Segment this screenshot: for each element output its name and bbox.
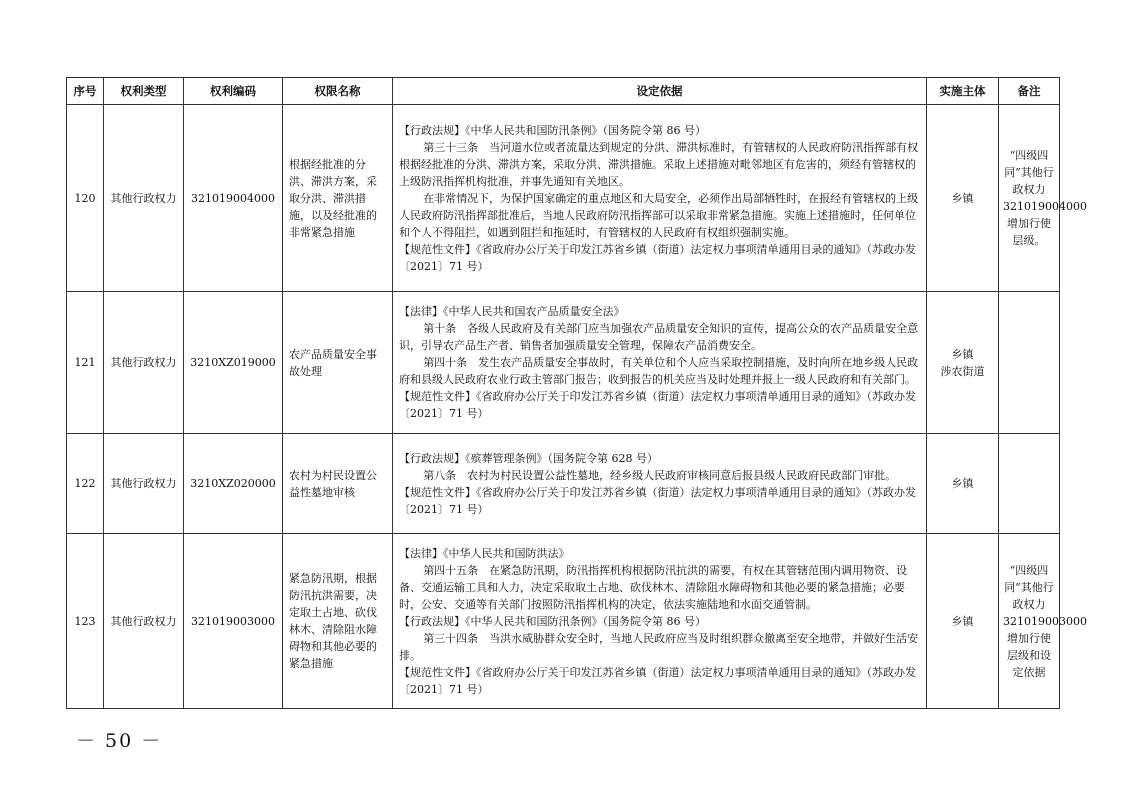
row-code: 3210XZ020000 — [184, 434, 283, 534]
row-basis — [393, 534, 927, 709]
row-name: 农产品质量安全事故处理 — [283, 292, 393, 434]
table-row — [67, 434, 1060, 534]
row-type: 其他行政权力 — [104, 105, 184, 292]
header-type: 权利类型 — [104, 78, 184, 105]
row-name: 紧急防汛期，根据防汛抗洪需要，决定取土占地、砍伐林木、清除阻水障碍物和其他必要的紧急措施 — [283, 534, 393, 709]
header-subject: 实施主体 — [927, 78, 999, 105]
row-type: 其他行政权力 — [104, 292, 184, 434]
table-row — [67, 534, 1060, 709]
header-name: 权限名称 — [283, 78, 393, 105]
header-note: 备注 — [999, 78, 1060, 105]
row-code: 321019003000 — [184, 534, 283, 709]
row-note — [999, 434, 1060, 534]
basis-line: 第四十五条 在紧急防汛期，防汛指挥机构根据防汛抗洪的需要，有权在其管辖范围内调用物资、设备、交通运输工具和人力，决定采取取土占地、砍伐林木、清除阻水障碍物和其他必要的紧急措施；必要时，公安、交通等有关部门按照防汛指挥机构的决定，依法实施陆地和水面交通管制。 — [399, 563, 908, 611]
header-code: 权利编码 — [184, 78, 283, 105]
basis-line: 【规范性文件】《省政府办公厅关于印发江苏省乡镇（街道）法定权力事项清单通用目录的通知》（苏政办发〔2021〕71 号） — [399, 485, 916, 516]
table-row — [67, 292, 1060, 434]
row-no: 122 — [67, 434, 104, 534]
header-no: 序号 — [67, 78, 104, 105]
table-header-row — [67, 78, 1060, 105]
basis-line: 【规范性文件】《省政府办公厅关于印发江苏省乡镇（街道）法定权力事项清单通用目录的通知》（苏政办发〔2021〕71 号） — [399, 242, 916, 273]
row-basis — [393, 105, 927, 292]
row-subject: 乡镇 — [927, 434, 999, 534]
row-subject: 乡镇 — [927, 534, 999, 709]
row-subject: 乡镇 — [927, 105, 999, 292]
basis-line: 第三十四条 当洪水威胁群众安全时，当地人民政府应当及时组织群众撤离至安全地带，并做好生活安排。 — [399, 631, 919, 662]
row-code: 321019004000 — [184, 105, 283, 292]
basis-line: 在非常情况下，为保护国家确定的重点地区和大局安全，必须作出局部牺牲时，在报经有管辖权的上级人民政府防汛指挥部批准后，当地人民政府防汛指挥部可以采取非常紧急措施。实施上述措施时，任何单位和个人不得阻拦，如遇到阻拦和拖延时，有管辖权的人民政府有权组织强制实施。 — [399, 191, 919, 239]
row-no: 123 — [67, 534, 104, 709]
table-row — [67, 105, 1060, 292]
basis-line: 【行政法规】《中华人民共和国防汛条例》（国务院令第 86 号） — [399, 123, 706, 137]
row-code: 3210XZ019000 — [184, 292, 283, 434]
row-type: 其他行政权力 — [104, 434, 184, 534]
row-basis — [393, 292, 927, 434]
basis-line: 【规范性文件】《省政府办公厅关于印发江苏省乡镇（街道）法定权力事项清单通用目录的通知》（苏政办发〔2021〕71 号） — [399, 390, 916, 420]
page-number: － 50 － — [76, 730, 163, 752]
basis-line: 第三十三条 当河道水位或者流量达到规定的分洪、滞洪标准时，有管辖权的人民政府防汛指挥部有权根据经批准的分洪、滞洪方案，采取分洪、滞洪措施。采取上述措施对毗邻地区有危害的，须经有管辖权的上级防汛指挥机构批准，并事先通知有关地区。 — [399, 140, 919, 188]
row-type: 其他行政权力 — [104, 534, 184, 709]
basis-line: 【法律】《中华人民共和国防洪法》 — [399, 546, 570, 560]
basis-line: 【行政法规】《殡葬管理条例》（国务院令第 628 号） — [399, 451, 658, 465]
row-no: 121 — [67, 292, 104, 434]
row-name: 根据经批准的分洪、滞洪方案，采取分洪、滞洪措施，以及经批准的非常紧急措施 — [283, 105, 393, 292]
basis-line: 第四十条 发生农产品质量安全事故时，有关单位和个人应当采取控制措施，及时向所在地乡级人民政府和县级人民政府农业行政主管部门报告；收到报告的机关应当及时处理并报上一级人民政府和有关部门。 — [399, 356, 919, 386]
row-name: 农村为村民设置公益性墓地审核 — [283, 434, 393, 534]
rights-table — [66, 77, 1087, 709]
basis-line: 第十条 各级人民政府及有关部门应当加强农产品质量安全知识的宣传，提高公众的农产品质量安全意识，引导农产品生产者、销售者加强质量安全管理，保障农产品消费安全。 — [399, 322, 919, 352]
row-note — [999, 292, 1060, 434]
basis-line: 【法律】《中华人民共和国农产品质量安全法》 — [399, 305, 625, 318]
row-subject: 乡镇 涉农街道 — [927, 292, 999, 434]
row-note: “四级四同”其他行政权力321019003000增加行使层级和设定依据 — [999, 534, 1060, 709]
basis-line: 第八条 农村为村民设置公益性墓地，经乡级人民政府审核同意后报县级人民政府民政部门审批。 — [423, 468, 897, 482]
basis-line: 【规范性文件】《省政府办公厅关于印发江苏省乡镇（街道）法定权力事项清单通用目录的通知》（苏政办发〔2021〕71 号） — [399, 665, 916, 696]
row-no: 120 — [67, 105, 104, 292]
row-basis — [393, 434, 927, 534]
row-note: “四级四同”其他行政权力321019004000增加行使层级。 — [999, 105, 1060, 292]
basis-line: 【行政法规】《中华人民共和国防汛条例》（国务院令第 86 号） — [399, 614, 706, 628]
header-basis: 设定依据 — [393, 78, 927, 105]
